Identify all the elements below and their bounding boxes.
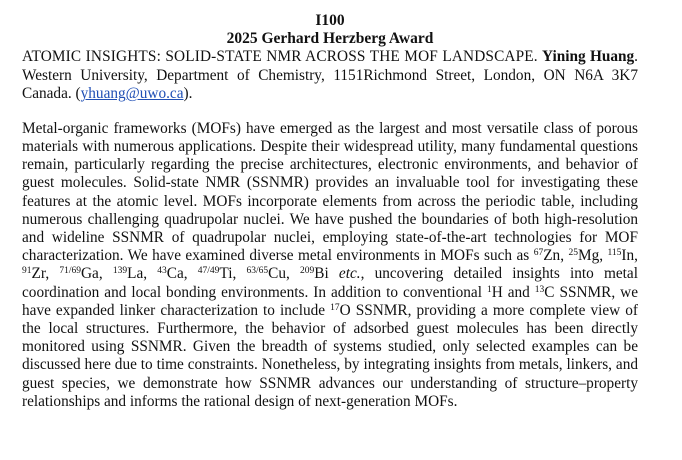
etc-text: etc. — [338, 265, 361, 283]
abstract-text-2: , uncovering detailed insights into metal coordination and local bonding environments. In addition to conventional — [22, 265, 638, 301]
nucleus-separator: , — [232, 265, 247, 283]
nucleus-separator: , — [98, 265, 113, 283]
nucleus-separator: , — [599, 247, 608, 265]
nucleus-symbol: In — [621, 247, 635, 265]
affiliation-end: ). — [183, 85, 193, 103]
abstract-page — [22, 12, 638, 411]
header-paragraph — [22, 48, 638, 104]
nucleus-symbol: Zr — [31, 265, 46, 283]
o-symbol: O — [339, 301, 351, 319]
nucleus-symbol: Ca — [166, 265, 184, 283]
author-name: Yining Huang — [542, 48, 635, 65]
abstract-text-3: SSNMR, we have expanded linker characterization to include — [22, 283, 638, 319]
h-symbol: H — [491, 283, 503, 301]
c-mass: 13 — [534, 284, 545, 295]
nucleus-separator: , — [45, 265, 60, 283]
abstract-body — [22, 120, 638, 411]
nucleus-mass: 63/65 — [246, 266, 269, 277]
nucleus-symbol: Ti — [219, 265, 233, 283]
nucleus-symbol: Cu — [268, 265, 286, 283]
nucleus-separator: , — [183, 265, 198, 283]
nucleus-mass: 209 — [300, 266, 315, 277]
nucleus-mass: 71/69 — [59, 266, 81, 277]
nucleus-mass: 43 — [157, 266, 167, 277]
abstract-text-4: SSNMR, providing a more complete view of the local structures. Furthermore, the behavior of adsorbed guest molecules has been directly monitored using SSNMR. Given the breadth of systems studied, only selected examples can be discussed here due to time constraints. Nonetheless, by integrating insights from metals, linkers, and guest species, we demonstrate how SSNMR advances our understanding of structure–property relationships and informs the rational design of next-generation MOFs. — [22, 301, 638, 410]
nucleus-symbol: La — [127, 265, 144, 283]
nucleus-separator: , — [560, 247, 569, 265]
nucleus-separator: , — [285, 265, 300, 283]
nucleus-mass: 115 — [607, 248, 622, 259]
nucleus-mass: 25 — [568, 248, 578, 259]
nucleus-mass: 139 — [112, 266, 128, 277]
nucleus-separator: , — [634, 247, 638, 265]
nucleus-symbol: Ga — [80, 265, 99, 283]
award-title: 2025 Gerhard Herzberg Award — [226, 30, 434, 47]
nucleus-mass: 91 — [22, 266, 32, 277]
nucleus-symbol: Zn — [543, 247, 561, 265]
nucleus-mass: 67 — [533, 248, 544, 259]
h-mass: 1 — [486, 284, 492, 295]
o-mass: 17 — [330, 302, 340, 313]
nucleus-separator — [329, 265, 339, 282]
c-symbol: C — [544, 283, 555, 301]
talk-title: ATOMIC INSIGHTS: SOLID-STATE NMR ACROSS THE MOF LANDSCAPE. — [22, 48, 538, 65]
nucleus-mass: 47/49 — [197, 266, 220, 277]
abstract-text-1: Metal-organic frameworks (MOFs) have emerged as the largest and most versatile class of porous materials with numerous applications. Despite their widespread utility, many fundamental questions remain, particularly regarding the precise architectures, electronic environments, and behavior of guest molecules. Solid-state NMR (SSNMR) provides an invaluable tool for investigating these features at the atomic level. MOFs incorporate elements from across the periodic table, including numerous challenging quadrupolar nuclei. We have pushed the boundaries of both high-resolution and wideline SSNMR of quadrupolar nuclei, employing state-of-the-art technologies for MOF characterization. We have examined diverse metal environments in MOFs such as — [22, 119, 638, 265]
affiliation: . Western University, Department of Chemistry, 1151Richmond Street, London, ON N6A 3K7 Canada. ( — [22, 48, 638, 103]
abstract-code: I100 — [315, 12, 345, 29]
nucleus-symbol: Bi — [314, 265, 329, 283]
nucleus-symbol: Mg — [577, 247, 600, 265]
and-text: and — [502, 283, 535, 301]
email-link[interactable]: yhuang@uwo.ca — [80, 85, 184, 103]
nucleus-separator: , — [143, 265, 158, 283]
